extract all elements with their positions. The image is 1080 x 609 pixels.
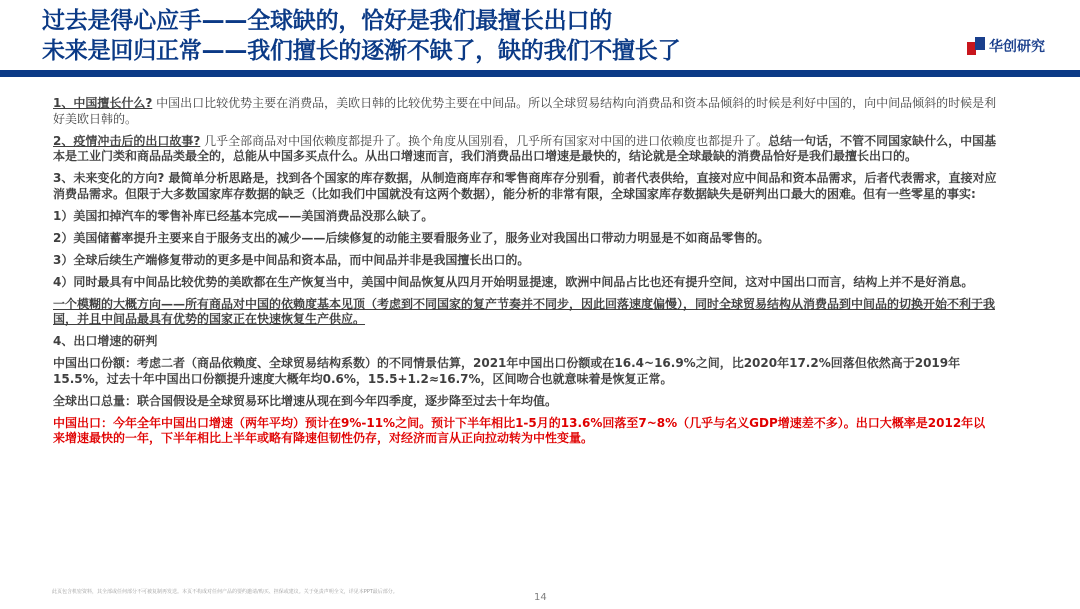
global-export-total: 全球出口总量：联合国假设是全球贸易环比增速从现在到今年四季度，逐步降至过去十年均值。 bbox=[53, 393, 558, 408]
section-2-conclusion: 总结一句话，不管不同国家缺什么，中国基本是工业门类和商品品类最全的，总能从中国多买点什么。从出口增速而言，我们消费品出口增速是最快的，结论就是全球最缺的消费品恰好是我们最擅长出口的。 bbox=[53, 133, 997, 163]
logo-text: 华创研究 bbox=[989, 39, 1045, 55]
direction-summary: 一个模糊的大概方向——所有商品对中国的依赖度基本见顶（考虑到不同国家的复产节奏并不同步，因此回落速度偏慢），同时全球贸易结构从消费品到中间品的切换开始不利于我国，并且中间品最具有优势的国家正在快速恢复生产供应。 bbox=[53, 296, 996, 326]
section-3-fact-2: 2）美国储蓄率提升主要来自于服务支出的减少——后续修复的动能主要看服务业了，服务业对我国出口带动力明显是不如商品零售的。 bbox=[53, 230, 770, 245]
logo-mark-icon bbox=[967, 37, 985, 55]
section-2-heading: 2、疫情冲击后的出口故事? bbox=[53, 133, 201, 148]
main-content bbox=[53, 96, 997, 453]
title-line-1: 过去是得心应手——全球缺的，恰好是我们最擅长出口的 bbox=[42, 8, 613, 34]
section-2 bbox=[53, 134, 997, 165]
page-number: 14 bbox=[534, 592, 547, 603]
brand-logo bbox=[967, 36, 1045, 56]
export-share: 中国出口份额：考虑二者（商品依赖度、全球贸易结构系数）的不同情景估算，2021年中国出口份额或在16.4~16.9%之间，比2020年17.2%回落但依然高于2019年15.5%，过去十年中国出口份额提升速度大概年均0.6%，15.5+1.2≈16.7%，区间吻合也就意味着是恢复正常。 bbox=[53, 356, 961, 386]
section-1-text: 中国出口比较优势主要在消费品，美欧日韩的比较优势主要在中间品。所以全球贸易结构向消费品和资本品倾斜的时候是利好中国的，向中间品倾斜的时候是利好美欧日韩的。 bbox=[53, 96, 997, 126]
section-3-fact-3: 3）全球后续生产端修复带动的更多是中间品和资本品，而中间品并非是我国擅长出口的。 bbox=[53, 252, 530, 267]
section-3-fact-1: 1）美国扣掉汽车的零售补库已经基本完成——美国消费品没那么缺了。 bbox=[53, 208, 434, 223]
section-3-fact-4: 4）同时最具有中间品比较优势的美欧都在生产恢复当中，美国中间品恢复从四月开始明显提速，欧洲中间品占比也还有提升空间，这对中国出口而言，结构上并不是好消息。 bbox=[53, 274, 974, 289]
section-2-text: 几乎全部商品对中国依赖度都提升了。换个角度从国别看，几乎所有国家对中国的进口依赖度也都提升了。 bbox=[200, 133, 769, 148]
header-divider-bar bbox=[0, 70, 1080, 77]
title-line-2: 未来是回归正常——我们擅长的逐渐不缺了，缺的我们不擅长了 bbox=[42, 38, 681, 64]
section-1-heading: 1、中国擅长什么? bbox=[53, 96, 153, 110]
section-1 bbox=[53, 96, 997, 127]
china-export-forecast: 中国出口：今年全年中国出口增速（两年平均）预计在9%-11%之间。预计下半年相比1-5月的13.6%回落至7~8%（几乎与名义GDP增速差不多）。出口大概率是2012年以来增速最快的一年，下半年相比上半年或略有降速但韧性仍存，对经济而言从正向拉动转为中性变量。 bbox=[53, 415, 986, 445]
section-3: 3、未来变化的方向? 最简单分析思路是，找到各个国家的库存数据，从制造商库存和零售商库存分别看，前者代表供给，直接对应中间品和资本品需求，后者代表需求，直接对应消费品需求。但限于大多数国家库存数据的缺乏（比如我们中国就没有这两个数据），能分析的非常有限，全球国家库存数据缺失是研判出口最大的困难。但有一些零星的事实: bbox=[53, 171, 997, 201]
section-4-heading: 4、出口增速的研判 bbox=[53, 334, 158, 348]
footer-disclaimer: 此页包含机密资料，其全部或任何部分不可被复制再发送。本页不构成对任何产品的要约邀请/购买、担保或建议。关于免责声明全文，详见本PPT最后部分。 bbox=[52, 589, 398, 595]
